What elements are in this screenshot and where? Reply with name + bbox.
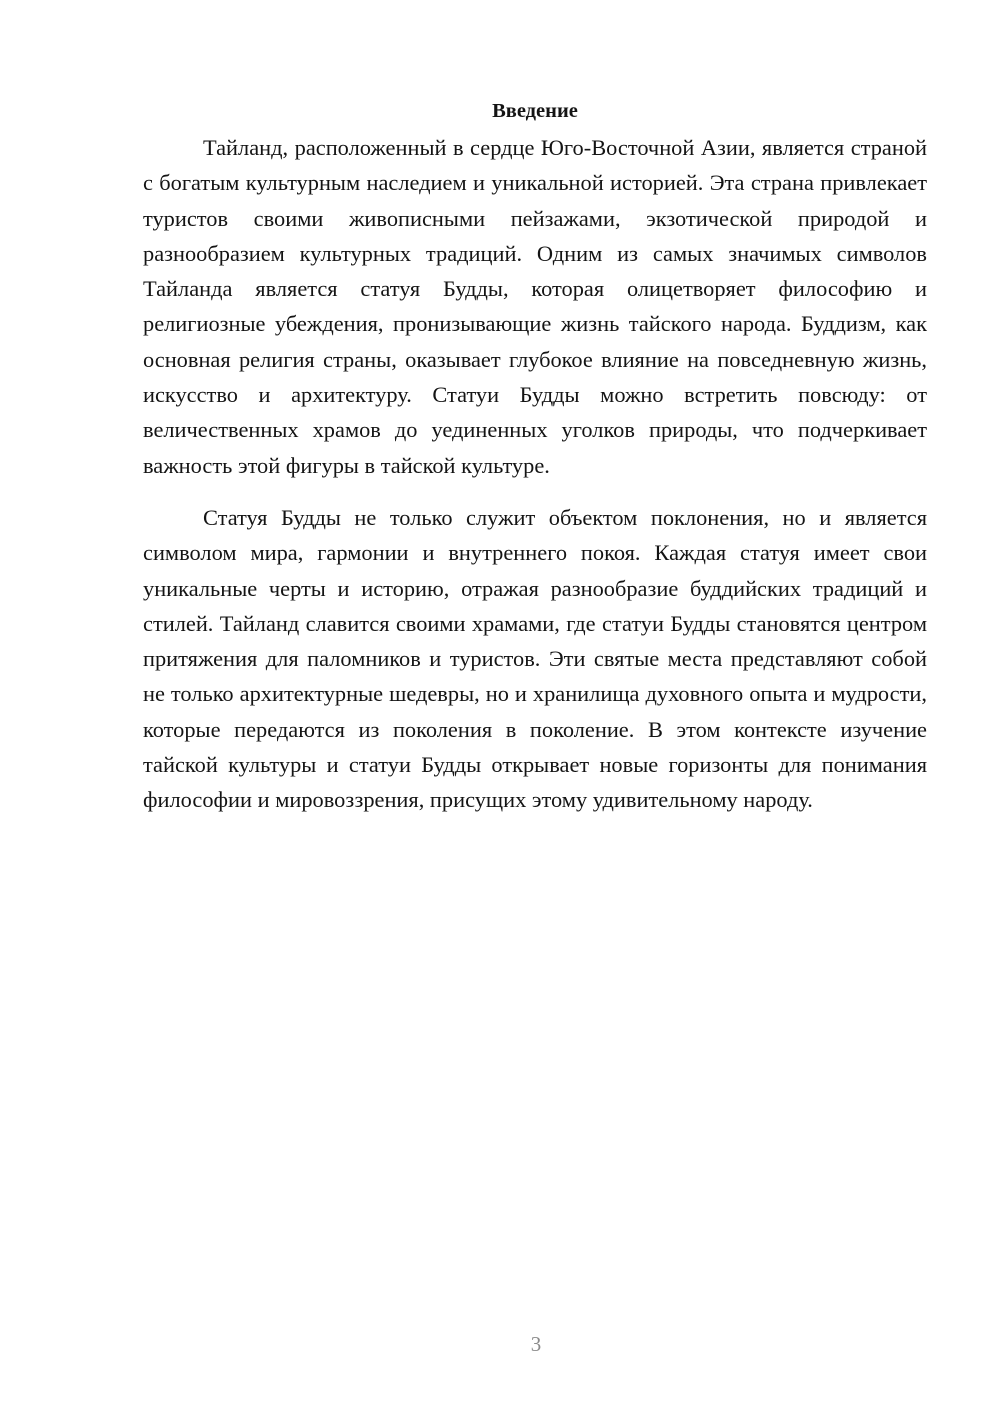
paragraph-2: Статуя Будды не только служит объектом поклонения, но и является символом мира, гармонии и внутреннего покоя. Каждая статуя имеет свои уникальные черты и историю, отражая разнообразие буддийских традиций и стилей. Тайланд славится своими храмами, где статуи Будды становятся центром притяжения для паломников и туристов. Эти святые места представляют собой не только архитектурные шедевры, но и хранилища духовного опыта и мудрости, которые передаются из поколения в поколение. В этом контексте изучение тайской культуры и статуи Будды открывает новые горизонты для понимания философии и мировоззрения, присущих этому удивительному народу. xyxy=(143,504,927,813)
paragraph-1: Тайланд, расположенный в сердце Юго-Восточной Азии, является страной с богатым культурным наследием и уникальной историей. Эта страна привлекает туристов своими живописными пейзажами, экзотической природой и разнообразием культурных традиций. Одним из самых значимых символов Тайланда является статуя Будды, которая олицетворяет философию и религиозные убеждения, пронизывающие жизнь тайского народа. Буддизм, как основная религия страны, оказывает глубокое влияние на повседневную жизнь, искусство и архитектуру. Статуи Будды можно встретить повсюду: от величественных храмов до уединенных уголков природы, что подчеркивает важность этой фигуры в тайской культуре. xyxy=(143,135,927,478)
document-body xyxy=(143,94,927,818)
section-heading: Введение xyxy=(492,100,578,122)
page-number: 3 xyxy=(530,1332,542,1356)
